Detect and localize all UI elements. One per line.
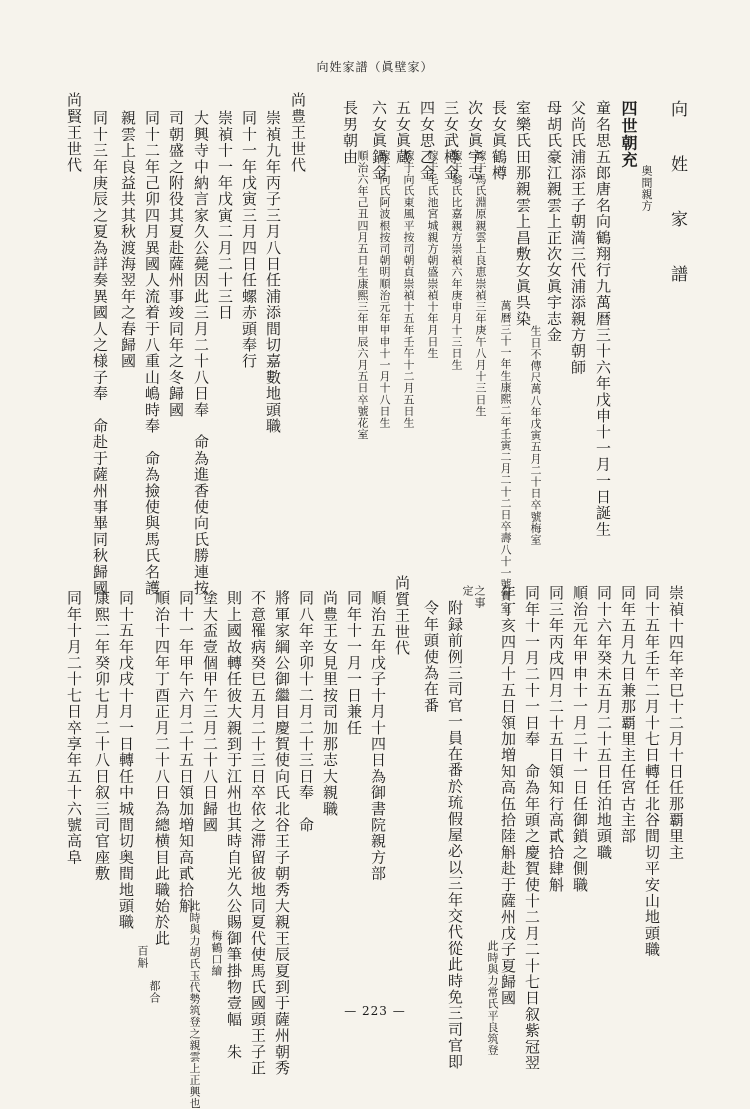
genealogy-title: 向 姓 家 譜: [667, 100, 687, 291]
text-line: 同十五年戊戌十月一日轉任中城間切奥間地頭職: [117, 590, 135, 931]
text-line: 父尚氏浦添王子朝満三代浦添親方朝師: [569, 100, 587, 376]
annotation: 百斛: [136, 945, 149, 969]
text-line: 室樂氏田那親雲上昌敷女眞呉染: [514, 100, 532, 327]
text-line: 則上國故轉任彼大親到于江州也其時自光久公賜御筆掛物壹幅 朱: [225, 590, 243, 1060]
generation-note: 奥間親方: [640, 165, 653, 212]
text-line: 同十五年壬午二月十七日轉任北谷間切平安山地頭職: [643, 585, 661, 958]
annotation: 之事: [473, 585, 486, 609]
text-line: 同八年辛卯十二月二十三日奉 命: [297, 590, 315, 833]
annotation: 嫁于向氏阿波根按司朝明順治元年甲申十一月十八日生: [378, 150, 391, 429]
text-line: 同十二年己卯四月異國人流着于八重山嶋時奉 命為撿使與馬氏名護: [143, 110, 161, 596]
text-line: 塗大盃壹個甲午三月二十八日歸國: [201, 590, 219, 833]
generation-heading: 四世朝充: [619, 100, 638, 169]
text-line: 童名思五郎唐名向鶴翔行九萬暦三十六年戊申十一月一日誕生: [594, 100, 612, 538]
annotation: 萬暦三十一年生康熙二年壬寅二月二十二日卒壽八十一號寶室: [499, 300, 512, 614]
page-number: — 223 —: [344, 1004, 406, 1018]
text-line: 同十一年甲午六月二十五日領加増知高貳拾斛: [177, 590, 195, 914]
text-line: 同三年丙戌四月二十五日領知行高貳拾肆斛: [547, 585, 565, 893]
text-line: 五女眞蔵: [394, 100, 412, 165]
annotation: 都合: [148, 980, 161, 1004]
annotation: 嫁于向氏東風平按司朝貞崇禎十五年壬午十二月五日生: [402, 150, 415, 429]
text-line: 長男朝由: [341, 100, 359, 165]
annotation: 順治六年己丑四月五日生康熙三年甲辰六月五日卒號花室: [356, 150, 369, 440]
text-line: 崇禎十一年戊寅二月二十三日: [216, 110, 234, 321]
annotation: 生日不傳尺萬八年戊寅五月二十日卒號梅室: [529, 325, 542, 546]
annotation: 嫁于毛氏池宮城親方朝盛崇禎十年月日生: [426, 150, 439, 359]
text-line: 年丁亥四月十五日領加増知高伍拾陸斛赴于薩州戊子夏歸國: [499, 585, 517, 1007]
text-line: 附録前例三司官一員在番於琉假屋必以三年交代從此時免三司官即: [446, 600, 464, 1070]
annotation: 定: [461, 585, 474, 597]
annotation: 梅鶴口繪: [210, 930, 223, 977]
text-line: 順治五年戊子十月十四日為御書院親方部: [369, 590, 387, 882]
text-line: 康熙二年癸卯七月二十八日叙三司官座敷: [93, 590, 111, 882]
text-line: 大興寺中納言家久公薨因此三月二十八日奉 命為進香使向氏勝連按: [192, 110, 210, 596]
text-line: 司朝盛之附役其夏赴薩州事竣同年之冬歸國: [167, 110, 185, 418]
annotation: 嫁于翁氏比嘉親方崇禎六年庚申月十三日生: [450, 150, 463, 371]
reign-heading: 尚賢王世代: [65, 92, 83, 173]
text-line: 母胡氏豪江親雲上正次女眞宇志金: [545, 100, 563, 343]
text-line: 同十三年庚辰之夏為詳奏異國人之様子奉 命赴于薩州事畢同秋歸國: [91, 110, 109, 596]
text-line: 順治十四年丁酉正月二十八日為總横目此職始於此: [153, 590, 171, 947]
text-line: 令年頭使為在番: [422, 600, 440, 714]
text-line: 同十一年戊寅三月四日任螺赤頭奉行: [240, 110, 258, 370]
annotation: 此時與力常氏平良筑登: [486, 940, 499, 1056]
text-line: 不意罹病癸巳五月二十三日卒依之滞留彼地同夏代使馬氏國頭王子正: [249, 590, 267, 1076]
text-line: 四女思乙金: [418, 100, 436, 181]
text-line: 尚豊王女見里按司加那志大親職: [321, 590, 339, 817]
text-line: 順治元年甲申十一月二十一日任御鎖之側職: [571, 585, 589, 893]
text-line: 同年十一月二十一日奉 命為年頭之慶賀使十二月二十七日叙紫冠翌: [523, 585, 541, 1071]
text-line: 將軍家綱公御繼目慶賀使向氏北谷王子朝秀大親王辰夏到于薩州朝秀: [273, 590, 291, 1076]
reign-heading: 尚豊王世代: [289, 92, 307, 173]
reign-heading: 尚質王世代: [393, 575, 411, 656]
text-line: 三女武樽金: [442, 100, 460, 181]
annotation: 此時與力胡氏玉代勢筑登之親雲上正興也: [188, 900, 201, 1109]
text-line: 長女眞鶴樽: [490, 100, 508, 181]
text-line: 同十六年癸未五月二十五日任泊地頭職: [595, 585, 613, 861]
text-line: 次女眞宇志: [466, 100, 484, 181]
running-header: 向姓家譜（眞壁家）: [316, 60, 434, 74]
text-line: 親雲上良益共其秋渡海翌年之春歸國: [119, 110, 137, 370]
annotation: 嫁于馬氏淵原親雲上良恵崇禎三年庚午八月十三日生: [474, 150, 487, 417]
text-line: 同年五月九日兼那覇里主任宮古主部: [619, 585, 637, 845]
text-line: 同年十一月一日兼任: [345, 590, 363, 736]
text-line: 同年十月二十七日卒享年五十六號高阜: [65, 590, 83, 866]
text-line: 崇禎十四年辛巳十二月十日任那覇里主: [667, 585, 685, 861]
text-line: 崇禎九年丙子三月八日任浦添間切嘉數地頭職: [264, 110, 282, 434]
text-line: 六女眞鍋金: [370, 100, 388, 181]
